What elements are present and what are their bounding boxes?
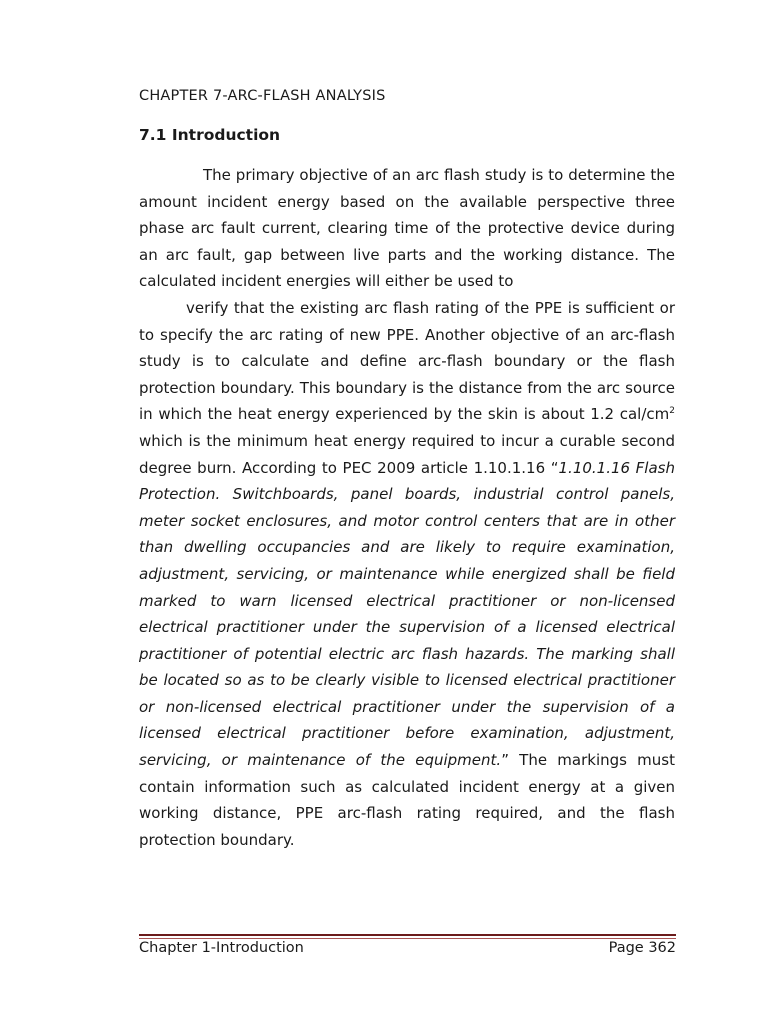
section-heading: 7.1 Introduction xyxy=(139,126,281,144)
chapter-title: CHAPTER 7-ARC-FLASH ANALYSIS xyxy=(139,88,386,104)
footer-chapter-label: Chapter 1-Introduction xyxy=(139,940,304,956)
footer-page-number: Page 362 xyxy=(608,940,676,956)
superscript: 2 xyxy=(669,406,675,417)
paragraph-2-text-cont: which is the minimum heat energy required to incur a curable second degree burn. According to PEC 2009 article 1.10.1.16 “ xyxy=(139,431,675,477)
footer-rule-thin xyxy=(139,938,676,939)
body-text xyxy=(139,162,675,853)
paragraph-1: The primary objective of an arc flash study is to determine the amount incident energy based on the available perspective three phase arc fault current, clearing time of the protective device during an arc fault, gap between live parts and the working distance. The calculated incident energies will either be used to xyxy=(139,166,675,291)
footer-rule xyxy=(139,934,676,936)
paragraph-2-text: verify that the existing arc flash rating of the PPE is sufficient or to specify the arc rating of new PPE. Another objective of an arc-flash study is to calculate and define arc-flash boundary or the flash protection boundary. This boundary is the distance from the arc source in which the heat energy experienced by the skin is about 1.2 cal/cm xyxy=(139,298,675,424)
paragraph-2 xyxy=(139,295,675,853)
paragraph-2-end: ” The markings must contain information such as calculated incident energy at a given working distance, PPE arc-flash rating required, and the flash protection boundary. xyxy=(139,751,675,849)
pec-quote: 1.10.1.16 Flash Protection. Switchboards, panel boards, industrial control panels, meter socket enclosures, and motor control centers that are in other than dwelling occupancies and are likely to require examination, adjustment, servicing, or maintenance while energized shall be field marked to warn licensed electrical practitioner or non-licensed electrical practitioner under the supervision of a licensed electrical practitioner of potential electric arc flash hazards. The marking shall be located so as to be clearly visible to licensed electrical practitioner or non-licensed electrical practitioner under the supervision of a licensed electrical practitioner before examination, adjustment, servicing, or maintenance of the equipment. xyxy=(139,458,675,770)
